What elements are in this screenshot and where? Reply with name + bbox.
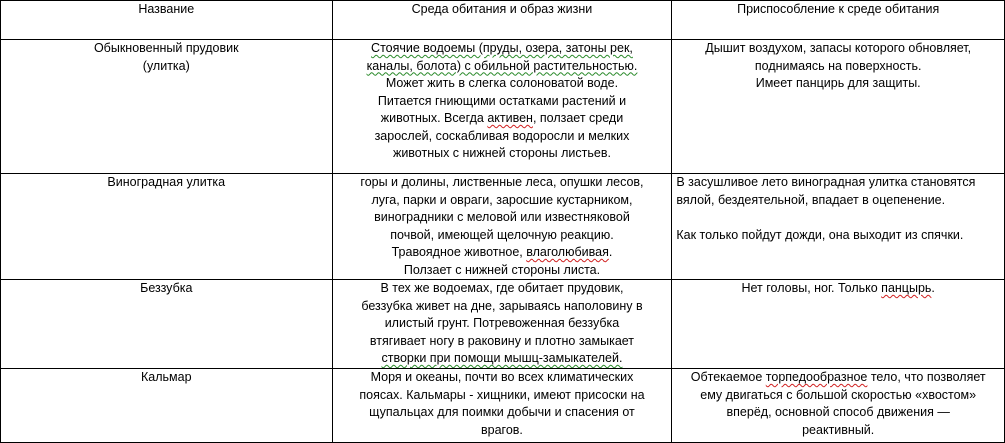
name-line: Обыкновенный прудовик <box>93 41 239 55</box>
adaptation-cell <box>672 174 1005 280</box>
habitat-line: В тех же водоемах, где обитает прудовик, <box>380 281 624 295</box>
adaptation-line: Как только пойдут дожди, она выходит из спячки. <box>676 227 964 242</box>
habitat-line: животных. Всегда активен, ползает среди <box>380 111 624 125</box>
table-row <box>1 40 1005 174</box>
adaptation-line: Обтекаемое торпедообразное тело, что позволяет <box>690 370 986 384</box>
name-line: Виноградная улитка <box>107 175 226 189</box>
habitat-line: почвой, имеющей щелочную реакцию. <box>390 227 614 242</box>
habitat-line: Травоядное животное, влаголюбивая. <box>391 245 613 259</box>
habitat-cell <box>332 40 672 174</box>
habitat-line: луга, парки и овраги, заросшие кустарником, <box>371 192 633 207</box>
habitat-line: Моря и океаны, почти во всех климатических <box>370 370 634 384</box>
table-row <box>1 369 1005 443</box>
adaptation-line: Дышит воздухом, запасы которого обновляет, <box>705 41 972 55</box>
name-cell <box>1 369 333 443</box>
header-adaptation: Приспособление к среде обитания <box>672 1 1005 40</box>
habitat-line: животных с нижней стороны листьев. <box>392 146 611 160</box>
habitat-cell <box>332 174 672 280</box>
habitat-line: беззубка живет на дне, зарываясь наполовину в <box>361 298 643 313</box>
habitat-cell <box>332 369 672 443</box>
habitat-line: щупальцах для поимки добычи и спасения от <box>369 405 635 419</box>
adaptation-line: вперёд, основной способ движения — <box>726 405 950 419</box>
adaptation-cell <box>672 280 1005 369</box>
habitat-line: Питается гниющими остатками растений и <box>377 93 627 108</box>
name-line: (улитка) <box>142 58 190 73</box>
habitat-cell <box>332 280 672 369</box>
habitat-line: Может жить в слегка солоноватой воде. <box>385 76 619 90</box>
adaptation-line: Нет головы, ног. Только панцырь. <box>741 281 935 295</box>
adaptation-line: ему двигаться с большой скоростью «хвостом» <box>700 387 977 402</box>
adaptation-line: реактивный. <box>802 422 875 437</box>
name-cell <box>1 280 333 369</box>
adaptation-line: В засушливое лето виноградная улитка становятся <box>676 175 976 189</box>
table-row <box>1 280 1005 369</box>
adaptation-line: Имеет панцирь для защиты. <box>755 76 921 90</box>
adaptation-line: поднимаясь на поверхность. <box>754 58 922 73</box>
habitat-line: Ползает с нижней стороны листа. <box>403 262 601 277</box>
name-line: Беззубка <box>140 281 193 295</box>
name-cell <box>1 174 333 280</box>
name-cell <box>1 40 333 174</box>
habitat-line: виноградники с меловой или известняковой <box>374 210 630 224</box>
table-header-row <box>1 1 1005 40</box>
adaptation-line: вялой, бездеятельной, впадает в оцепенение. <box>676 192 946 207</box>
habitat-line: поясах. Кальмары - хищники, имеют присоски на <box>359 387 645 402</box>
header-habitat: Среда обитания и образ жизни <box>332 1 672 40</box>
habitat-line: горы и долины, лиственные леса, опушки лесов, <box>360 175 644 189</box>
paragraph-gap <box>676 209 1000 227</box>
habitat-line: илистый грунт. Потревоженная беззубка <box>384 316 620 330</box>
misspelled-word: активен <box>487 111 533 125</box>
habitat-line: зарослей, соскабливая водоросли и мелких <box>374 128 630 143</box>
name-line: Кальмар <box>141 370 192 384</box>
header-name: Название <box>1 1 333 40</box>
habitat-line: врагов. <box>481 422 523 437</box>
adaptation-cell <box>672 369 1005 443</box>
misspelled-word: панцырь <box>881 281 932 295</box>
misspelled-word: торпедообразное <box>765 370 868 384</box>
habitat-line: Стоячие водоемы (пруды, озера, затоны рек, <box>371 41 633 55</box>
adaptation-cell <box>672 40 1005 174</box>
table-row <box>1 174 1005 280</box>
habitat-line: втягивает ногу в раковину и плотно замыкает <box>369 333 635 348</box>
habitat-line: створки при помощи мышц-замыкателей. <box>381 351 623 365</box>
misspelled-word: влаголюбивая <box>526 245 609 259</box>
habitat-line: каналы, болота) с обильной растительностью. <box>366 58 638 73</box>
